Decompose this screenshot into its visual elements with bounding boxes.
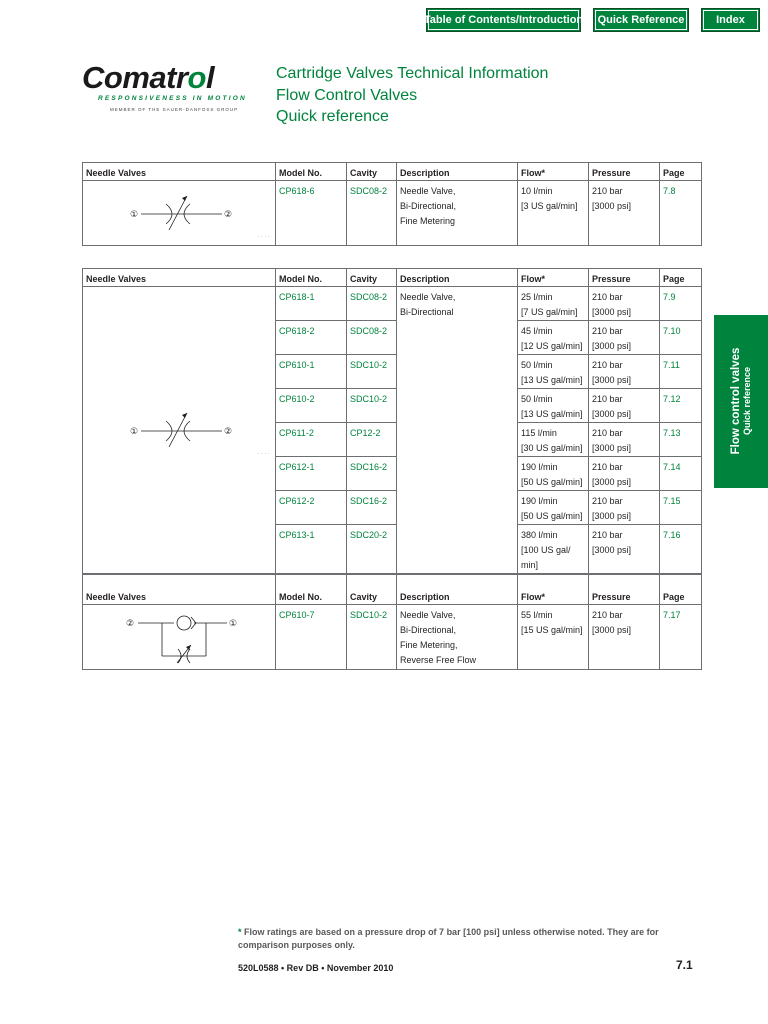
- side-tab-subtitle: Quick reference: [742, 366, 752, 436]
- port-2-label: ②: [224, 427, 233, 437]
- pressure-cell: [589, 457, 660, 491]
- model-cell: [276, 525, 347, 574]
- port-1-label: ①: [130, 427, 139, 437]
- model-cell: [276, 605, 347, 670]
- header-needle-valves: Needle Valves: [83, 575, 276, 605]
- table-row: [83, 605, 702, 670]
- page-link[interactable]: 7.15: [663, 496, 681, 506]
- pressure-line: [3000 psi]: [592, 625, 632, 635]
- page-link[interactable]: 7.13: [663, 428, 681, 438]
- flow-line: min]: [521, 560, 539, 570]
- model-link[interactable]: CP618-1: [279, 292, 315, 302]
- quick-reference-button[interactable]: Quick Reference: [593, 8, 689, 32]
- description-line: Needle Valve,: [400, 186, 456, 196]
- model-link[interactable]: CP610-1: [279, 360, 315, 370]
- pressure-line: [3000 psi]: [592, 201, 632, 211]
- page-cell: [660, 181, 702, 246]
- section-side-tab[interactable]: [714, 315, 768, 488]
- pressure-line: [3000 psi]: [592, 409, 632, 419]
- cavity-cell: [347, 457, 397, 491]
- model-link[interactable]: CP612-2: [279, 496, 315, 506]
- side-tab-title: Flow control valves: [730, 347, 742, 455]
- table-row: [83, 287, 702, 321]
- flow-line: [15 US gal/min]: [521, 625, 583, 635]
- table-header: [83, 163, 702, 181]
- cavity-link[interactable]: SDC20-2: [350, 530, 388, 540]
- flow-line: [50 US gal/min]: [521, 511, 583, 521]
- page-cell: [660, 355, 702, 389]
- pressure-line: 210 bar: [592, 394, 623, 404]
- header-pressure: Pressure: [589, 163, 660, 181]
- header-needle-valves: Needle Valves: [83, 269, 276, 287]
- model-link[interactable]: CP618-6: [279, 186, 315, 196]
- toc-button[interactable]: Table of Contents/Introduction: [426, 8, 581, 32]
- model-link[interactable]: CP612-1: [279, 462, 315, 472]
- description-line: Needle Valve,: [400, 610, 456, 620]
- logo-word-b: o: [187, 60, 206, 95]
- page-number: 7.1: [676, 958, 693, 972]
- pressure-cell: [589, 321, 660, 355]
- flow-cell: [518, 525, 589, 574]
- header-page: Page: [660, 575, 702, 605]
- description-line: Bi-Directional,: [400, 625, 457, 635]
- page-cell: [660, 457, 702, 491]
- pressure-line: 210 bar: [592, 496, 623, 506]
- page-cell: [660, 605, 702, 670]
- pressure-cell: [589, 181, 660, 246]
- page-link[interactable]: 7.11: [663, 360, 680, 370]
- title-line-3: Quick reference: [276, 108, 389, 125]
- model-link[interactable]: CP611-2: [279, 428, 314, 438]
- model-link[interactable]: CP610-2: [279, 394, 315, 404]
- model-cell: [276, 457, 347, 491]
- page-cell: [660, 321, 702, 355]
- header-description: Description: [397, 269, 518, 287]
- flow-line: 190 l/min: [521, 462, 558, 472]
- page-link[interactable]: 7.14: [663, 462, 681, 472]
- symbol-cell: [83, 181, 276, 246]
- pressure-line: 210 bar: [592, 292, 623, 302]
- flow-line: 50 l/min: [521, 394, 553, 404]
- page-link[interactable]: 7.12: [663, 394, 681, 404]
- flow-line: [50 US gal/min]: [521, 477, 583, 487]
- model-cell: [276, 389, 347, 423]
- pressure-cell: [589, 605, 660, 670]
- table-row: [83, 181, 702, 246]
- flow-cell: [518, 389, 589, 423]
- page-link[interactable]: 7.17: [663, 610, 681, 620]
- pressure-line: [3000 psi]: [592, 341, 632, 351]
- pressure-cell: [589, 423, 660, 457]
- header-model: Model No.: [276, 575, 347, 605]
- flow-cell: [518, 423, 589, 457]
- pressure-line: [3000 psi]: [592, 375, 632, 385]
- flow-line: 25 l/min: [521, 292, 553, 302]
- cavity-link[interactable]: SDC16-2: [350, 462, 388, 472]
- cavity-cell: [347, 389, 397, 423]
- description-line: Fine Metering,: [400, 640, 458, 650]
- flow-cell: [518, 457, 589, 491]
- page-cell: [660, 491, 702, 525]
- cavity-link[interactable]: SDC08-2: [350, 186, 388, 196]
- pressure-line: [3000 psi]: [592, 511, 632, 521]
- model-cell: [276, 355, 347, 389]
- pressure-line: [3000 psi]: [592, 443, 632, 453]
- svg-text:· · · ·: · · · ·: [258, 451, 270, 457]
- needle-valve-check-symbol-icon: [86, 608, 272, 664]
- document-reference: 520L0588 • Rev DB • November 2010: [238, 963, 394, 973]
- cavity-cell: [347, 525, 397, 574]
- footnote-star: *: [238, 927, 242, 937]
- needle-valves-table-3: [82, 574, 702, 670]
- cavity-cell: [347, 355, 397, 389]
- logo-word-a: Comatr: [82, 60, 188, 95]
- cavity-link[interactable]: SDC10-2: [350, 394, 388, 404]
- header-description: Description: [397, 575, 518, 605]
- cavity-link[interactable]: SDC16-2: [350, 496, 388, 506]
- flow-line: 190 l/min: [521, 496, 558, 506]
- flow-line: 115 l/min: [521, 428, 557, 438]
- header-cavity: Cavity: [347, 163, 397, 181]
- header-model: Model No.: [276, 269, 347, 287]
- cavity-link[interactable]: SDC10-2: [350, 610, 388, 620]
- model-link[interactable]: CP613-1: [279, 530, 315, 540]
- header-flow: Flow*: [518, 163, 589, 181]
- description-cell: [397, 605, 518, 670]
- model-cell: [276, 181, 347, 246]
- symbol-cell: [83, 605, 276, 670]
- model-link[interactable]: CP610-7: [279, 610, 315, 620]
- header-needle-valves: Needle Valves: [83, 163, 276, 181]
- index-button[interactable]: Index: [701, 8, 760, 32]
- symbol-cell: [83, 287, 276, 574]
- flow-cell: [518, 181, 589, 246]
- model-cell: [276, 423, 347, 457]
- cavity-cell: [347, 321, 397, 355]
- flow-cell: [518, 605, 589, 670]
- description-line: Fine Metering: [400, 216, 456, 226]
- flow-line: 55 l/min: [521, 610, 553, 620]
- page-link[interactable]: 7.8: [663, 186, 676, 196]
- footnote-text: Flow ratings are based on a pressure drop of 7 bar [100 psi] unless otherwise noted. They are for comparison purposes only.: [238, 927, 659, 950]
- flow-cell: [518, 321, 589, 355]
- cavity-cell: [347, 423, 397, 457]
- header-cavity: Cavity: [347, 269, 397, 287]
- logo-word-c: l: [205, 60, 215, 95]
- page-cell: [660, 389, 702, 423]
- title-line-2: Flow Control Valves: [276, 86, 418, 104]
- pressure-cell: [589, 491, 660, 525]
- header-model: Model No.: [276, 163, 347, 181]
- table-2-body: [83, 287, 702, 574]
- flow-line: [12 US gal/min]: [521, 341, 583, 351]
- header-flow: Flow*: [518, 269, 589, 287]
- flow-line: [3 US gal/min]: [521, 201, 578, 211]
- flow-line: 380 l/min: [521, 530, 558, 540]
- page-cell: [660, 287, 702, 321]
- pressure-line: 210 bar: [592, 360, 623, 370]
- flow-line: [7 US gal/min]: [521, 307, 578, 317]
- pressure-line: 210 bar: [592, 186, 623, 196]
- header-pressure: Pressure: [589, 269, 660, 287]
- description-line: Bi-Directional: [400, 307, 454, 317]
- model-cell: [276, 287, 347, 321]
- pressure-line: [3000 psi]: [592, 307, 632, 317]
- flow-line: [30 US gal/min]: [521, 443, 583, 453]
- port-1-label: ①: [229, 619, 238, 629]
- cavity-cell: [347, 605, 397, 670]
- model-link[interactable]: CP618-2: [279, 326, 315, 336]
- header-description: Description: [397, 163, 518, 181]
- pressure-line: 210 bar: [592, 530, 623, 540]
- pressure-cell: [589, 355, 660, 389]
- title-line-1: Cartridge Valves Technical Information: [276, 65, 549, 82]
- header-pressure: Pressure: [589, 575, 660, 605]
- header-cavity: Cavity: [347, 575, 397, 605]
- cavity-link[interactable]: SDC10-2: [350, 360, 388, 370]
- cavity-link[interactable]: SDC08-2: [350, 326, 388, 336]
- svg-text:· · · ·: · · · ·: [258, 234, 270, 240]
- needle-valve-symbol-icon: [86, 401, 272, 457]
- cavity-link[interactable]: CP12-2: [350, 428, 381, 438]
- cavity-cell: [347, 287, 397, 321]
- flow-line: [13 US gal/min]: [521, 375, 583, 385]
- logo-member-line: MEMBER OF THE SAUER-DANFOSS GROUP: [110, 107, 239, 112]
- port-1-label: ①: [130, 210, 139, 220]
- pressure-cell: [589, 287, 660, 321]
- page-link[interactable]: 7.16: [663, 530, 681, 540]
- port-2-label: ②: [126, 619, 135, 629]
- page-cell: [660, 525, 702, 574]
- description-line: Bi-Directional,: [400, 201, 457, 211]
- page-link[interactable]: 7.9: [663, 292, 676, 302]
- pressure-line: 210 bar: [592, 326, 623, 336]
- header-page: Page: [660, 269, 702, 287]
- needle-valves-table-1: [82, 162, 702, 246]
- flow-line: 10 l/min: [521, 186, 553, 196]
- flow-line: 45 l/min: [521, 326, 553, 336]
- cavity-cell: [347, 491, 397, 525]
- page-cell: [660, 423, 702, 457]
- description-line: Needle Valve,: [400, 292, 456, 302]
- description-cell: [397, 287, 518, 574]
- pressure-line: [3000 psi]: [592, 545, 632, 555]
- description-cell: [397, 181, 518, 246]
- pressure-line: 210 bar: [592, 428, 623, 438]
- page-title: [276, 63, 548, 128]
- pressure-cell: [589, 389, 660, 423]
- table-header: [83, 575, 702, 605]
- comatrol-logo: [82, 62, 267, 118]
- cavity-cell: [347, 181, 397, 246]
- footnote: [238, 926, 708, 952]
- logo-tagline: RESPONSIVENESS IN MOTION: [98, 95, 247, 102]
- page-link[interactable]: 7.10: [663, 326, 681, 336]
- flow-line: 50 l/min: [521, 360, 553, 370]
- flow-line: [100 US gal/: [521, 545, 571, 555]
- model-cell: [276, 321, 347, 355]
- pressure-line: 210 bar: [592, 462, 623, 472]
- pressure-cell: [589, 525, 660, 574]
- pressure-line: [3000 psi]: [592, 477, 632, 487]
- pressure-line: 210 bar: [592, 610, 623, 620]
- header-flow: Flow*: [518, 575, 589, 605]
- cavity-link[interactable]: SDC08-2: [350, 292, 388, 302]
- flow-cell: [518, 491, 589, 525]
- description-line: Reverse Free Flow: [400, 655, 477, 665]
- flow-cell: [518, 355, 589, 389]
- model-cell: [276, 491, 347, 525]
- flow-cell: [518, 287, 589, 321]
- needle-valves-table-2: [82, 268, 702, 574]
- port-2-label: ②: [224, 210, 233, 220]
- header-page: Page: [660, 163, 702, 181]
- needle-valve-symbol-icon: [86, 184, 272, 240]
- table-header: [83, 269, 702, 287]
- flow-line: [13 US gal/min]: [521, 409, 583, 419]
